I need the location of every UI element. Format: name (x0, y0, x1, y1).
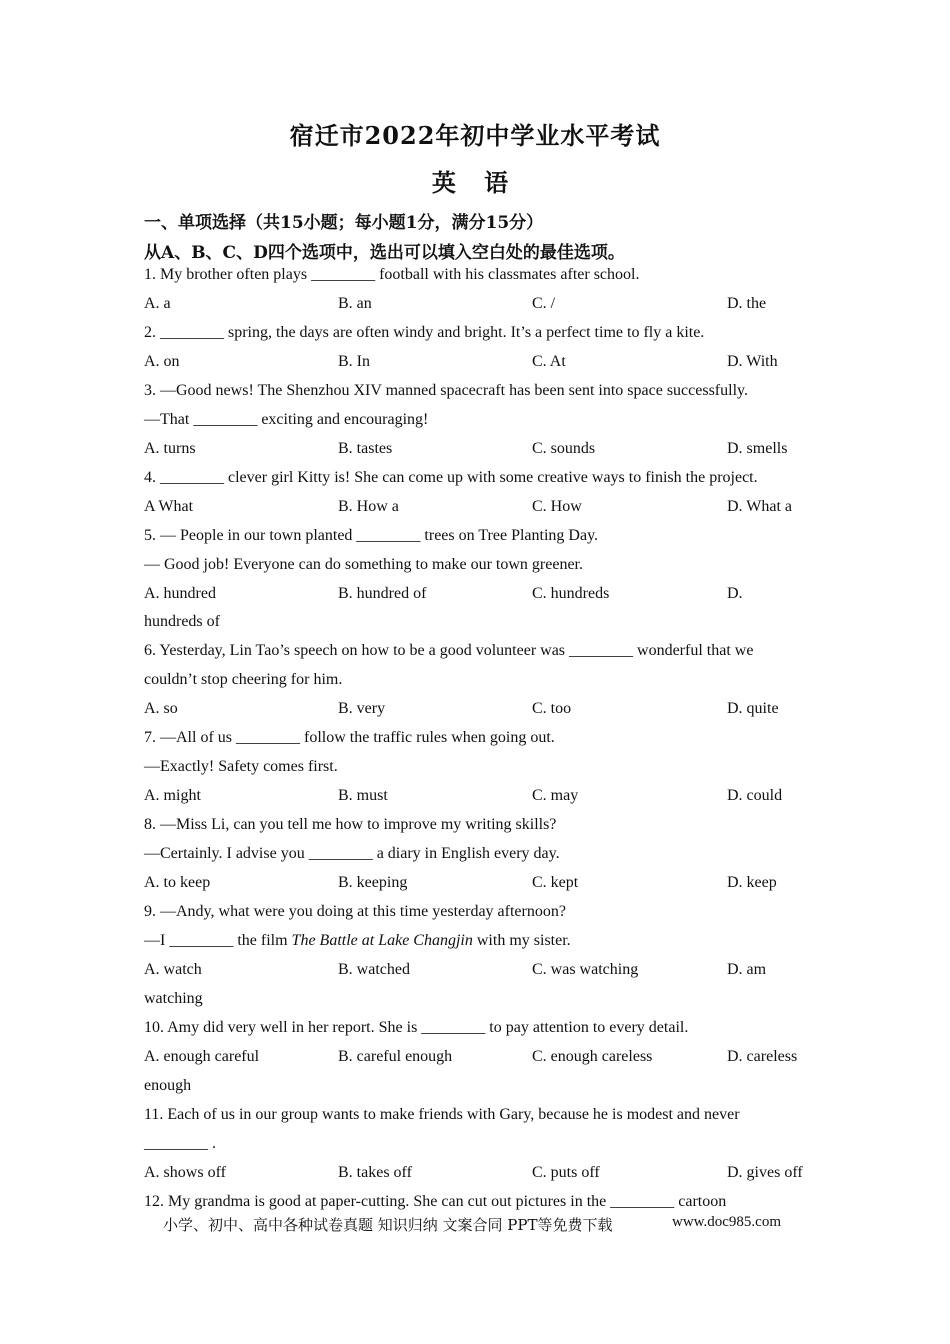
question-7-line2: —Exactly! Safety comes first. (144, 758, 338, 775)
question-9-option-c: C. was watching (532, 961, 639, 978)
exam-title: 宿迁市2022年初中学业水平考试 (289, 121, 661, 150)
question-10-stem: 10. Amy did very well in her report. She is ________ to pay attention to every detail. (144, 1019, 689, 1036)
question-10-option-d-wrap: enough (144, 1077, 192, 1094)
question-4-option-a: A What (144, 498, 194, 515)
question-10-option-a: A. enough careful (144, 1048, 260, 1065)
question-5-line2: — Good job! Everyone can do something to make our town greener. (144, 556, 583, 573)
question-9-option-d: D. am (727, 961, 767, 978)
question-2-option-c: C. At (532, 353, 566, 370)
question-12-stem: 12. My grandma is good at paper-cutting. She can cut out pictures in the ________ cartoon (144, 1193, 727, 1210)
question-9-option-d-wrap: watching (144, 990, 203, 1007)
question-5-option-d-wrap: hundreds of (144, 613, 220, 630)
question-3-stem: 3. —Good news! The Shenzhou XIV manned spacecraft has been sent into space successfully. (144, 382, 748, 399)
question-4-stem: 4. ________ clever girl Kitty is! She can come up with some creative ways to finish the project. (144, 469, 758, 486)
question-6-option-b: B. very (338, 700, 386, 717)
question-11-option-d: D. gives off (727, 1164, 803, 1181)
question-9-option-a: A. watch (144, 961, 202, 978)
question-1-option-a: A. a (144, 295, 171, 312)
question-2-option-b: B. In (338, 353, 370, 370)
footer-text: 小学、初中、高中各种试卷真题 知识归纳 文案合同 PPT等免费下载 (163, 1216, 613, 1234)
question-5-option-a: A. hundred (144, 585, 216, 602)
question-7-option-a: A. might (144, 787, 201, 804)
subject-title: 英 语 (431, 168, 519, 197)
question-9-film-title: The Battle at Lake Changjin (291, 932, 473, 949)
question-1-option-c: C. / (532, 295, 556, 312)
question-8-stem: 8. —Miss Li, can you tell me how to improve my writing skills? (144, 816, 557, 833)
question-8-option-b: B. keeping (338, 874, 408, 891)
question-11-line2: ________ . (144, 1135, 216, 1152)
question-4-option-d: D. What a (727, 498, 793, 515)
question-5-option-d: D. (727, 585, 743, 602)
question-3-line2: —That ________ exciting and encouraging! (144, 411, 429, 428)
question-2-stem: 2. ________ spring, the days are often windy and bright. It’s a perfect time to fly a kite. (144, 324, 705, 341)
section-instruction: 从A、B、C、D四个选项中，选出可以填入空白处的最佳选项。 (144, 243, 625, 263)
question-3-option-c: C. sounds (532, 440, 596, 457)
section-heading: 一、单项选择（共15小题；每小题1分，满分15分） (144, 213, 544, 233)
question-7-stem: 7. —All of us ________ follow the traffic rules when going out. (144, 729, 555, 746)
footer-url[interactable]: www.doc985.com (672, 1214, 782, 1230)
question-1-option-b: B. an (338, 295, 372, 312)
question-11-stem: 11. Each of us in our group wants to make friends with Gary, because he is modest and never (144, 1106, 740, 1123)
question-9-line2-post: with my sister. (472, 932, 571, 949)
question-1-option-d: D. the (727, 295, 767, 312)
question-3-option-d: D. smells (727, 440, 788, 457)
question-10-option-d: D. careless (727, 1048, 798, 1065)
question-11-option-b: B. takes off (338, 1164, 412, 1181)
question-11-option-a: A. shows off (144, 1164, 226, 1181)
question-8-line2: —Certainly. I advise you ________ a diary in English every day. (144, 845, 560, 862)
question-4-option-c: C. How (532, 498, 582, 515)
question-6-option-a: A. so (144, 700, 178, 717)
question-9-line2 (144, 931, 571, 951)
question-11-option-c: C. puts off (532, 1164, 600, 1181)
question-5-option-b: B. hundred of (338, 585, 427, 602)
question-1-stem: 1. My brother often plays ________ football with his classmates after school. (144, 266, 640, 283)
question-7-option-c: C. may (532, 787, 579, 804)
question-5-option-c: C. hundreds (532, 585, 610, 602)
question-4-option-b: B. How a (338, 498, 399, 515)
question-2-option-a: A. on (144, 353, 180, 370)
question-8-option-a: A. to keep (144, 874, 211, 891)
question-6-option-d: D. quite (727, 700, 779, 717)
question-3-option-b: B. tastes (338, 440, 393, 457)
question-9-stem: 9. —Andy, what were you doing at this time yesterday afternoon? (144, 903, 566, 920)
question-2-option-d: D. With (727, 353, 778, 370)
question-8-option-c: C. kept (532, 874, 579, 891)
question-5-stem: 5. — People in our town planted ________ trees on Tree Planting Day. (144, 527, 599, 544)
question-9-option-b: B. watched (338, 961, 410, 978)
question-3-option-a: A. turns (144, 440, 196, 457)
question-6-line2: couldn’t stop cheering for him. (144, 671, 343, 688)
question-7-option-b: B. must (338, 787, 388, 804)
question-6-stem: 6. Yesterday, Lin Tao’s speech on how to be a good volunteer was ________ wonderful that we (144, 642, 754, 659)
question-8-option-d: D. keep (727, 874, 777, 891)
question-10-option-b: B. careful enough (338, 1048, 453, 1065)
question-7-option-d: D. could (727, 787, 783, 804)
question-9-line2-pre: —I ________ the film (144, 932, 292, 949)
question-10-option-c: C. enough careless (532, 1048, 653, 1065)
question-6-option-c: C. too (532, 700, 572, 717)
